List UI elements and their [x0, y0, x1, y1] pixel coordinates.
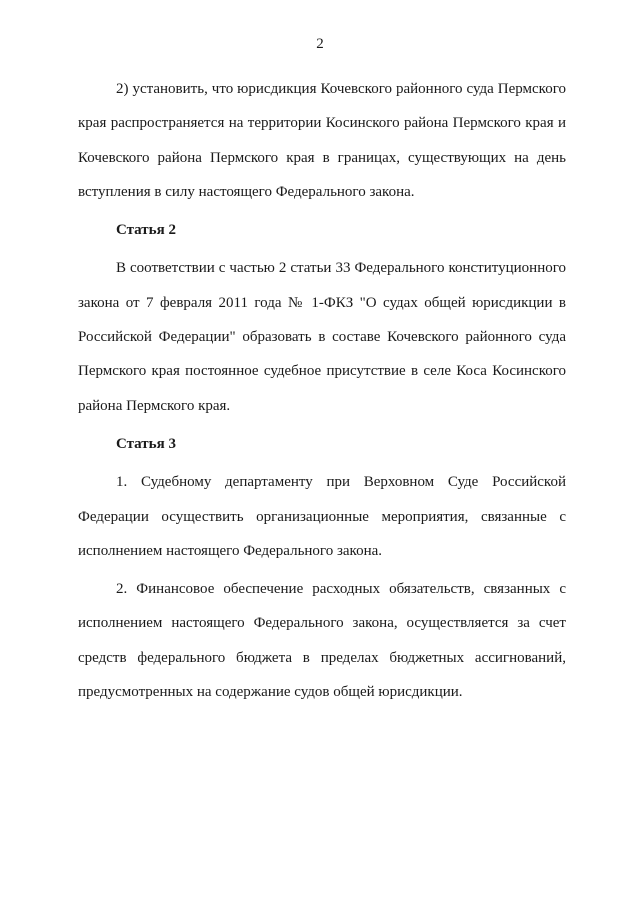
page-number: 2 — [316, 36, 324, 52]
paragraph-article-2: В соответствии с частью 2 статьи 33 Федерального конституционного закона от 7 февраля 2011 года № 1-ФКЗ "О судах общей юрисдикции в Российской Федерации" образовать в составе Кочевского районного суда Пермского края постоянное судебное присутствие в селе Коса Косинского района Пермского края. — [78, 260, 566, 414]
paragraph-article-3-item-2: 2. Финансовое обеспечение расходных обязательств, связанных с исполнением настоящего Федерального закона, осуществляется за счет средств федерального бюджета в пределах бюджетных ассигнований, предусмотренных на содержание судов общей юрисдикции. — [78, 581, 566, 701]
paragraph-jurisdiction: 2) установить, что юрисдикция Кочевского районного суда Пермского края распространяется на территории Косинского района Пермского края и Кочевского района Пермского края в границах, существующих на день вступления в силу настоящего Федерального закона. — [78, 81, 566, 200]
article-3-heading: Статья 3 — [116, 435, 176, 452]
article-2-heading: Статья 2 — [116, 222, 176, 239]
document-body — [78, 72, 566, 709]
paragraph-article-3-item-1: 1. Судебному департаменту при Верховном Суде Российской Федерации осуществить организационные мероприятия, связанные с исполнением настоящего Федерального закона. — [78, 474, 566, 559]
